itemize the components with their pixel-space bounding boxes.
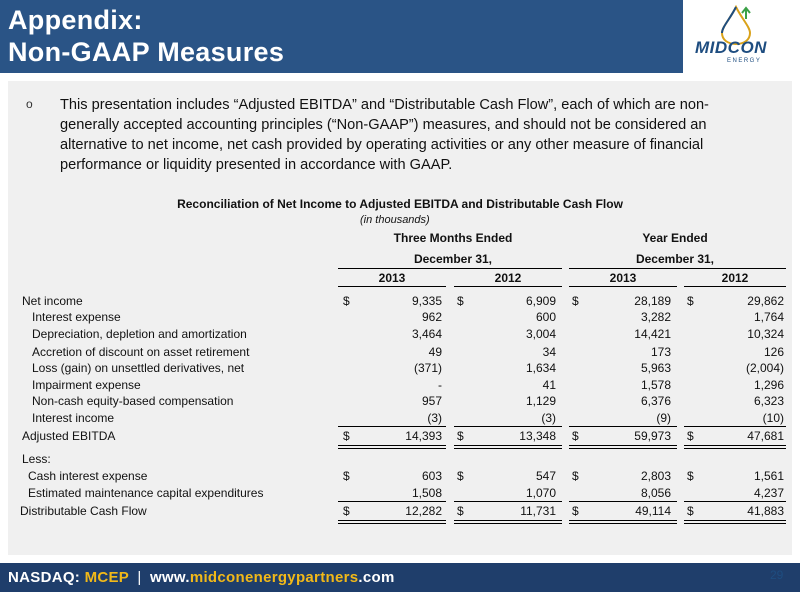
- currency-symbol: $: [457, 469, 464, 483]
- value-cell: 41: [542, 378, 556, 392]
- currency-symbol: $: [572, 294, 579, 308]
- table-title: Reconciliation of Net Income to Adjusted EBITDA and Distributable Cash Flow: [177, 197, 623, 211]
- url-prefix: www.: [150, 569, 190, 586]
- value-cell: 47,681: [747, 429, 784, 443]
- value-cell: (371): [413, 361, 442, 375]
- value-cell: (2,004): [745, 361, 784, 375]
- url-domain: midconenergypartners: [189, 569, 359, 586]
- row-label: Distributable Cash Flow: [20, 504, 147, 518]
- value-cell: 603: [421, 469, 442, 483]
- year-header-2: 2012: [494, 271, 522, 285]
- value-cell: 3,282: [640, 310, 671, 324]
- website-link[interactable]: [150, 569, 395, 586]
- year-header-3: 2013: [609, 271, 637, 285]
- table-row: [8, 410, 792, 426]
- page-title-line2: Non-GAAP Measures: [8, 37, 285, 67]
- table-row: [8, 293, 792, 309]
- currency-symbol: $: [343, 429, 350, 443]
- table-row: [8, 309, 792, 325]
- total-double-line: [684, 520, 786, 524]
- value-cell: 957: [421, 394, 442, 408]
- footer-bar: [0, 563, 800, 592]
- year-underline-1: [338, 286, 446, 287]
- ticker-symbol: MCEP: [84, 569, 129, 586]
- currency-symbol: $: [572, 504, 579, 518]
- bullet-marker: o: [26, 97, 33, 111]
- value-cell: 41,883: [747, 504, 784, 518]
- value-cell: -: [438, 378, 442, 392]
- value-cell: 34: [542, 345, 556, 359]
- logo-wordmark: MIDCON: [695, 38, 767, 57]
- row-label: Accretion of discount on asset retirement: [32, 345, 250, 359]
- header: [0, 0, 800, 73]
- value-cell: 173: [650, 345, 671, 359]
- value-cell: 3,464: [411, 327, 442, 341]
- value-cell: (9): [656, 411, 671, 425]
- row-label: Adjusted EBITDA: [22, 429, 116, 443]
- value-cell: 126: [763, 345, 784, 359]
- intro-paragraph: This presentation includes “Adjusted EBITDA” and “Distributable Cash Flow”, each of which are non-generally accepted accounting principles (“Non-GAAP”) measures, and should not be considered an alternative to net income, net cash provided by operating activities or any other measure of financial performance or liquidity presented in accordance with GAAP.: [60, 97, 709, 173]
- total-double-line: [569, 445, 677, 449]
- url-suffix: .com: [358, 569, 395, 586]
- table-row: [8, 326, 792, 342]
- page-number: 29: [770, 568, 784, 582]
- subtotal-line: [454, 501, 562, 502]
- currency-symbol: $: [687, 504, 694, 518]
- value-cell: (3): [427, 411, 442, 425]
- currency-symbol: $: [572, 429, 579, 443]
- table-row: [8, 485, 792, 501]
- row-label: Non-cash equity-based compensation: [32, 394, 234, 408]
- value-cell: (10): [762, 411, 784, 425]
- currency-symbol: $: [457, 504, 464, 518]
- row-label: Net income: [22, 294, 83, 308]
- logo-subtext: ENERGY: [727, 58, 762, 64]
- year-header-1: 2013: [378, 271, 406, 285]
- table-row: [8, 451, 792, 467]
- value-cell: 12,282: [405, 504, 442, 518]
- value-cell: 1,578: [640, 378, 671, 392]
- currency-symbol: $: [687, 294, 694, 308]
- company-logo: [683, 0, 800, 73]
- subtotal-line: [338, 426, 446, 427]
- currency-symbol: $: [687, 469, 694, 483]
- year-underline-4: [684, 286, 786, 287]
- value-cell: 1,561: [753, 469, 784, 483]
- table-row-total: [8, 428, 792, 444]
- currency-symbol: $: [687, 429, 694, 443]
- value-cell: 14,421: [634, 327, 671, 341]
- value-cell: 13,348: [519, 429, 556, 443]
- subtotal-line: [338, 501, 446, 502]
- value-cell: 2,803: [640, 469, 671, 483]
- row-label: Impairment expense: [32, 378, 141, 392]
- value-cell: 6,376: [640, 394, 671, 408]
- content-panel: [8, 81, 792, 555]
- row-label: Loss (gain) on unsettled derivatives, net: [32, 361, 245, 375]
- table-row: [8, 393, 792, 409]
- currency-symbol: $: [343, 504, 350, 518]
- value-cell: 49,114: [635, 504, 671, 518]
- value-cell: 6,323: [753, 394, 784, 408]
- value-cell: 8,056: [640, 486, 671, 500]
- value-cell: 4,237: [753, 486, 784, 500]
- table-row: [8, 468, 792, 484]
- title-bar: [0, 0, 683, 73]
- group-header-three-months: Three Months Ended: [393, 231, 513, 245]
- value-cell: 1,634: [525, 361, 556, 375]
- currency-symbol: $: [343, 294, 350, 308]
- page-title-line1: Appendix:: [8, 5, 143, 35]
- currency-symbol: $: [343, 469, 350, 483]
- value-cell: 10,324: [747, 327, 784, 341]
- total-double-line: [454, 445, 562, 449]
- value-cell: 1,129: [525, 394, 556, 408]
- total-double-line: [454, 520, 562, 524]
- value-cell: 5,963: [640, 361, 671, 375]
- value-cell: 9,335: [411, 294, 442, 308]
- exchange-label: NASDAQ:: [8, 569, 81, 586]
- subtotal-line: [569, 501, 677, 502]
- group-header-year-ended: Year Ended: [642, 231, 708, 245]
- table-row: [8, 344, 792, 360]
- value-cell: 962: [421, 310, 442, 324]
- row-label: Interest income: [32, 411, 115, 425]
- page-title: [8, 4, 284, 68]
- year-header-4: 2012: [721, 271, 749, 285]
- currency-symbol: $: [457, 429, 464, 443]
- subtotal-line: [569, 426, 677, 427]
- group-underline-a: [338, 268, 562, 269]
- value-cell: 6,909: [525, 294, 556, 308]
- table-row-total: [8, 503, 792, 519]
- row-label: Interest expense: [32, 310, 121, 324]
- value-cell: 3,004: [525, 327, 556, 341]
- table-row: [8, 360, 792, 376]
- footer-text: [8, 569, 395, 586]
- row-label: Depreciation, depletion and amortization: [32, 327, 247, 341]
- group-header-dec31-a: December 31,: [413, 252, 493, 266]
- total-double-line: [338, 520, 446, 524]
- total-double-line: [338, 445, 446, 449]
- subtotal-line: [454, 426, 562, 427]
- group-header-dec31-b: December 31,: [635, 252, 715, 266]
- currency-symbol: $: [457, 294, 464, 308]
- value-cell: 1,764: [753, 310, 784, 324]
- value-cell: 29,862: [747, 294, 784, 308]
- subtotal-line: [684, 501, 786, 502]
- value-cell: 1,508: [411, 486, 442, 500]
- value-cell: 14,393: [405, 429, 442, 443]
- row-label: Cash interest expense: [28, 469, 148, 483]
- value-cell: 1,296: [753, 378, 784, 392]
- value-cell: 600: [535, 310, 556, 324]
- value-cell: 1,070: [525, 486, 556, 500]
- total-double-line: [684, 445, 786, 449]
- value-cell: 547: [535, 469, 556, 483]
- year-underline-2: [454, 286, 562, 287]
- value-cell: 28,189: [634, 294, 671, 308]
- subtotal-line: [684, 426, 786, 427]
- footer-separator: |: [137, 569, 142, 586]
- year-underline-3: [569, 286, 677, 287]
- group-underline-b: [569, 268, 786, 269]
- table-row: [8, 377, 792, 393]
- table-subtitle: (in thousands): [360, 214, 430, 226]
- value-cell: 59,973: [634, 429, 671, 443]
- row-label: Less:: [22, 452, 51, 466]
- row-label: Estimated maintenance capital expenditures: [28, 486, 264, 500]
- currency-symbol: $: [572, 469, 579, 483]
- total-double-line: [569, 520, 677, 524]
- value-cell: (3): [541, 411, 556, 425]
- value-cell: 49: [428, 345, 442, 359]
- value-cell: 11,731: [520, 504, 556, 518]
